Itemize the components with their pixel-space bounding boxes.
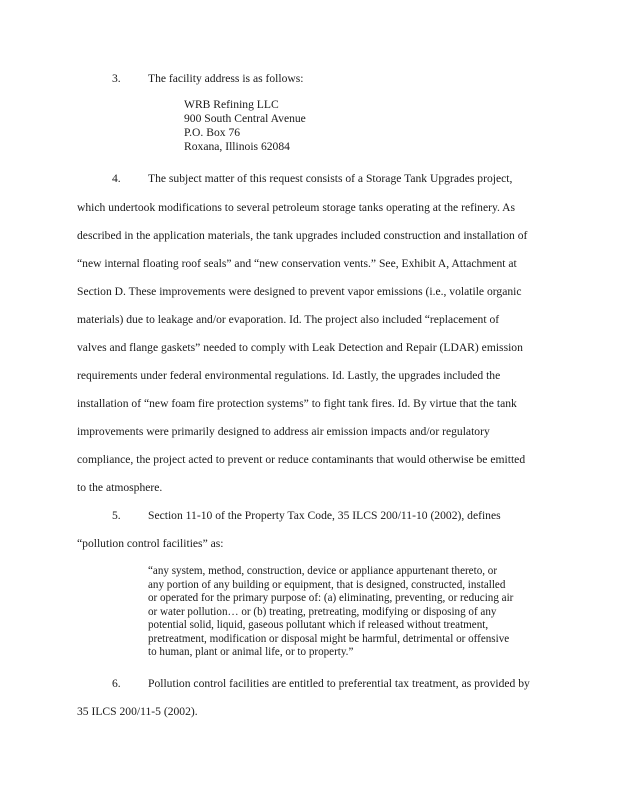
quote-line: to human, plant or animal life, or to property.” bbox=[148, 646, 354, 658]
quote-line: “any system, method, construction, device or appliance appurtenant thereto, or bbox=[148, 565, 498, 577]
quote-line: any portion of any building or equipment, that is designed, constructed, installed bbox=[148, 578, 506, 591]
para-text-line: Section 11-10 of the Property Tax Code, 35 ILCS 200/11-10 (2002), defines bbox=[148, 509, 501, 522]
para-text-line: to the atmosphere. bbox=[77, 481, 163, 494]
para-text-line: The subject matter of this request consists of a Storage Tank Upgrades project, bbox=[148, 172, 513, 185]
para-text-line: compliance, the project acted to prevent or reduce contaminants that would otherwise be emitted bbox=[77, 453, 526, 466]
para-number: 3. bbox=[112, 72, 121, 85]
para-text-line: “new internal floating roof seals” and “new conservation vents.” See, Exhibit A, Attachment at bbox=[77, 257, 517, 270]
address-line: 900 South Central Avenue bbox=[184, 112, 306, 125]
para-number: 4. bbox=[112, 172, 121, 185]
address-line: P.O. Box 76 bbox=[184, 126, 241, 139]
address-line: Roxana, Illinois 62084 bbox=[184, 140, 290, 153]
para-text-line: materials) due to leakage and/or evaporation. Id. The project also included “replacement of bbox=[77, 313, 500, 326]
quote-line: potential solid, liquid, gaseous pollutant which if released without treatment, bbox=[148, 619, 489, 631]
para-text-line: improvements were primarily designed to address air emission impacts and/or regulatory bbox=[77, 425, 490, 438]
para-number: 6. bbox=[112, 677, 121, 690]
block-quote bbox=[148, 565, 513, 660]
para-number: 5. bbox=[112, 509, 121, 522]
para-text-line: requirements under federal environmental regulations. Id. Lastly, the upgrades included the bbox=[77, 369, 501, 382]
para-text-line: 35 ILCS 200/11-5 (2002). bbox=[77, 705, 198, 718]
para-text-line: Section D. These improvements were designed to prevent vapor emissions (i.e., volatile organic bbox=[77, 285, 522, 298]
para-text-line: “pollution control facilities” as: bbox=[77, 537, 224, 550]
para-text-line: The facility address is as follows: bbox=[148, 72, 304, 85]
para-text-line: valves and flange gaskets” needed to comply with Leak Detection and Repair (LDAR) emission bbox=[77, 341, 523, 354]
para-text-line: installation of “new foam fire protection systems” to fight tank fires. Id. By virtue that the tank bbox=[77, 397, 517, 410]
quote-line: pretreatment, modification or disposal might be harmful, detrimental or offensive bbox=[148, 632, 510, 645]
para-text-line: described in the application materials, the tank upgrades included construction and installation of bbox=[77, 229, 528, 242]
quote-line: or water pollution… or (b) treating, pretreating, modifying or disposing of any bbox=[148, 605, 497, 618]
address-block bbox=[184, 98, 306, 154]
para-text-line: Pollution control facilities are entitled to preferential tax treatment, as provided by bbox=[148, 677, 530, 690]
address-line: WRB Refining LLC bbox=[184, 98, 279, 111]
para-text-line: which undertook modifications to several petroleum storage tanks operating at the refinery. As bbox=[77, 201, 516, 214]
quote-line: or operated for the primary purpose of: (a) eliminating, preventing, or reducing air bbox=[148, 592, 514, 604]
